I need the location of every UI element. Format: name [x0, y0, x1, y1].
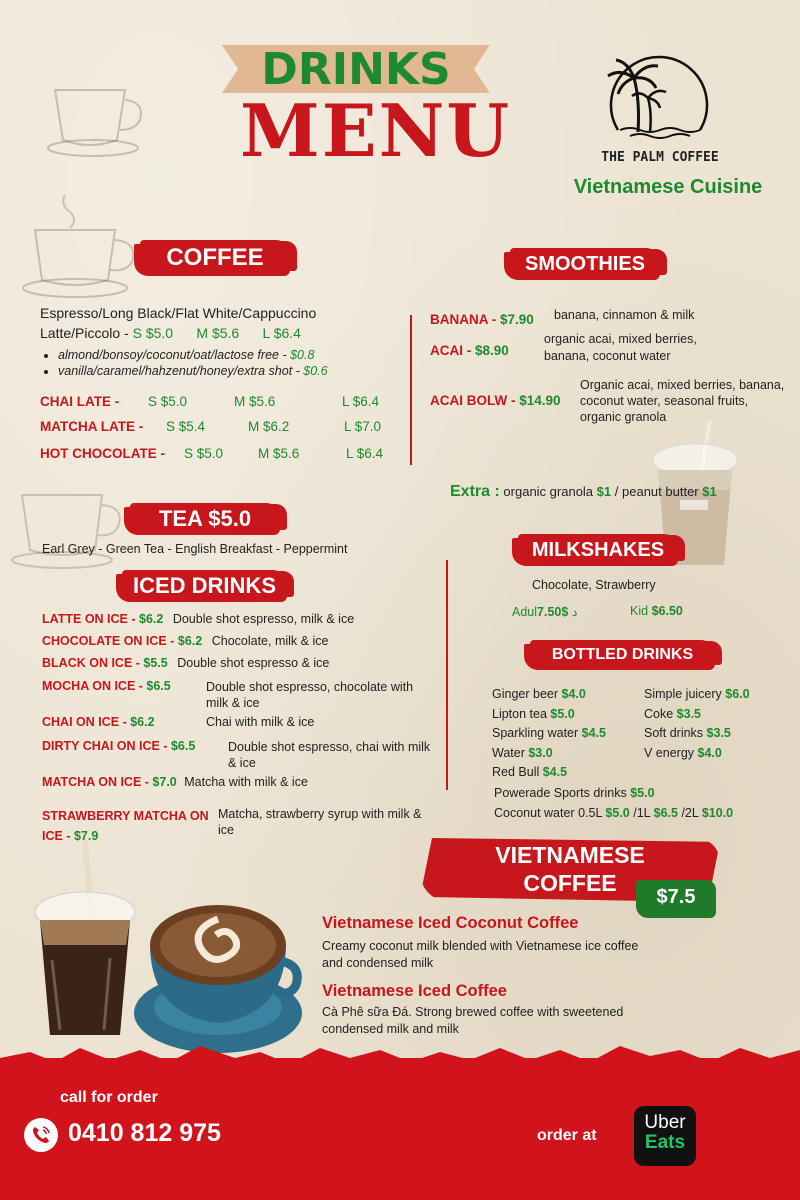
vietnamese-item1-name: Vietnamese Iced Coconut Coffee — [322, 914, 579, 932]
cappuccino-image — [130, 895, 305, 1055]
item-price: $7.9 — [73, 829, 99, 843]
vietnamese-heading-line2: COFFEE — [523, 870, 617, 896]
milk-option-price: $0.8 — [290, 348, 315, 362]
item-price: $5.5 — [143, 656, 168, 670]
item-sep: - — [156, 446, 165, 461]
item-price: $6.5 — [170, 739, 196, 753]
coffee-cup-sketch-icon — [20, 190, 160, 300]
item-name: ACAI BOLW — [430, 393, 508, 408]
bottled-item — [492, 724, 642, 744]
item-name: CHAI LATE — [40, 394, 111, 409]
item-name: Sparkling water — [492, 726, 579, 740]
coffee-line2-prices: S $5.0 M $5.6 L $6.4 — [132, 325, 301, 341]
item-desc: Double shot espresso, chai with milk & ice — [228, 740, 431, 770]
iced-item: CHAI ON ICE - $6.2 Chai with milk & ice — [42, 715, 315, 729]
bottled-right-list — [644, 685, 794, 763]
coffee-divider — [410, 315, 412, 465]
item-name: Soft drinks — [644, 726, 704, 740]
item-name: MOCHA ON ICE — [42, 679, 136, 693]
adult-label: Adulد — [512, 605, 578, 619]
item-price: $7.90 — [500, 312, 534, 327]
item-name: Ginger beer — [492, 687, 559, 701]
item-price: $3.5 — [676, 706, 702, 721]
milkshakes-heading — [518, 534, 678, 566]
item-sep: - — [134, 419, 144, 434]
cuisine-label: Vietnamese Cuisine — [573, 176, 763, 198]
coffee-cup-sketch-icon — [10, 480, 140, 580]
item-price: $4.5 — [542, 765, 568, 779]
coffee-options — [40, 346, 410, 380]
bottled-powerade — [494, 786, 655, 800]
vietnamese-price: $7.5 — [656, 886, 696, 908]
extra-item: peanut butter — [622, 484, 699, 499]
iced-heading-label: ICED DRINKS — [132, 573, 276, 598]
eats-label: Eats — [644, 1132, 686, 1153]
item-price: $6.5 — [653, 806, 678, 820]
item-name: Red Bull — [492, 765, 540, 779]
iced-item: MATCHA ON ICE - $7.0 Matcha with milk & ice — [42, 775, 308, 789]
vietnamese-item2-name: Vietnamese Iced Coffee — [322, 982, 507, 1000]
coffee-cup-sketch-icon — [45, 70, 165, 160]
item-price: $3.0 — [528, 745, 553, 760]
smoothies-heading-label: SMOOTHIES — [524, 253, 645, 275]
item-name: Powerade Sports drinks — [494, 786, 627, 800]
item-name: LATTE ON ICE — [42, 612, 128, 626]
iced-item: CHOCOLATE ON ICE - $6.2 Chocolate, milk & ice — [42, 634, 329, 648]
item-desc: Matcha, strawberry syrup with milk & ice — [218, 807, 422, 837]
iced-item: BLACK ON ICE - $5.5 Double shot espresso & ice — [42, 656, 330, 670]
size-l-price: L $6.4 — [346, 446, 384, 461]
milk-option-text: almond/bonsoy/coconut/oat/lactose free - — [58, 348, 291, 362]
item-price: $4.0 — [697, 745, 722, 760]
syrup-option-price: $0.6 — [303, 364, 328, 378]
item-desc: Organic acai, mixed berries, banana, coconut water, seasonal fruits, organic granola — [580, 378, 785, 424]
bottled-item — [644, 685, 794, 705]
coffee-item-matcha-late — [40, 419, 400, 434]
coffee-heading-label: COFFEE — [166, 244, 264, 271]
item-desc: Chai with milk & ice — [206, 715, 315, 729]
item-name: STRAWBERRY MATCHA ON ICE — [42, 809, 209, 843]
coffee-item-hot-chocolate — [40, 446, 400, 461]
size-s-price: S $5.0 — [148, 394, 188, 409]
item-name: Coke — [644, 706, 674, 721]
item-price: $4.5 — [581, 726, 606, 740]
item-price: $6.2 — [177, 634, 203, 648]
coffee-item-chai-late — [40, 394, 400, 409]
uber-label: Uber — [644, 1112, 686, 1133]
bottled-item — [644, 705, 794, 725]
item-desc: banana, cinnamon & milk — [554, 308, 695, 322]
iced-item: LATTE ON ICE - $6.2 Double shot espresso, milk & ice — [42, 612, 355, 626]
item-price: $5.0 — [550, 706, 575, 721]
size-m-price: M $5.6 — [258, 446, 300, 461]
size-s-price: S $5.4 — [166, 419, 206, 434]
milkshake-flavours: Chocolate, Strawberry — [532, 578, 656, 592]
bottled-item — [492, 705, 642, 725]
bottled-heading — [530, 640, 715, 670]
size-m-price: M $6.2 — [248, 419, 290, 434]
item-price: $3.5 — [706, 726, 731, 740]
bottled-item — [644, 724, 794, 744]
uber-eats-button[interactable] — [634, 1106, 696, 1166]
item-name: Lipton tea — [492, 706, 547, 721]
drinks-title: DRINKS — [261, 44, 451, 95]
item-name: HOT CHOCOLATE — [40, 446, 157, 461]
menu-title: MENU — [240, 88, 512, 173]
iced-coffee-image — [30, 840, 140, 1040]
bottled-item — [492, 685, 642, 705]
order-at-label: order at — [537, 1127, 597, 1144]
item-price: $6.2 — [130, 715, 155, 729]
iced-item: DIRTY CHAI ON ICE - $6.5 Double shot espresso, chai with milk & ice — [42, 739, 442, 753]
item-price: $10.0 — [701, 806, 734, 820]
item-name: MATCHA ON ICE — [42, 775, 142, 789]
phone-number[interactable]: 0410 812 975 — [68, 1119, 221, 1147]
item-name: Water — [492, 745, 525, 760]
vietnamese-item1-desc: Creamy coconut milk blended with Vietnamese ice coffee and condensed milk — [322, 939, 639, 970]
tea-heading-label: TEA $5.0 — [158, 506, 252, 531]
tea-heading — [130, 503, 280, 535]
phone-icon[interactable] — [24, 1118, 58, 1152]
item-name: MATCHA LATE — [40, 419, 135, 434]
item-name: BLACK ON ICE — [42, 656, 133, 670]
milkshakes-heading-label: MILKSHAKES — [531, 539, 665, 561]
item-desc: Double shot espresso, chocolate with milk & ice — [206, 680, 414, 710]
brand-name: THE PALM COFFEE — [601, 150, 719, 165]
vietnamese-item2-desc: Cà Phê sữa Đá. Strong brewed coffee with sweetened condensed milk and milk — [322, 1005, 624, 1036]
size-sep: /1L — [629, 806, 654, 820]
item-name: V energy — [644, 745, 695, 760]
size-l-price: L $6.4 — [342, 394, 380, 409]
smoothie-acai: ACAI - $8.90 organic acai, mixed berries, banana, coconut water — [430, 343, 780, 358]
item-price: $4.0 — [561, 687, 586, 701]
kid-price: $6.50 — [651, 604, 683, 618]
item-name: Simple juicery — [644, 687, 722, 701]
bottled-coconut — [494, 806, 733, 820]
call-label: call for order — [60, 1089, 158, 1106]
bottled-left-list — [492, 685, 642, 783]
coffee-heading — [140, 240, 290, 276]
adult-price: $7.50 — [537, 605, 569, 619]
item-price: $14.90 — [519, 393, 561, 408]
milkshake-adult — [512, 604, 577, 619]
extra-price: $1 — [702, 484, 717, 499]
item-name: Coconut water 0.5L — [494, 806, 602, 820]
item-sep: - — [111, 394, 120, 409]
item-name: ACAI — [430, 343, 463, 358]
item-price: $6.0 — [725, 687, 750, 701]
item-desc: Double shot espresso, milk & ice — [172, 612, 355, 626]
item-name: DIRTY CHAI ON ICE — [42, 739, 160, 753]
item-price: $7.0 — [152, 775, 177, 789]
smoothies-heading — [510, 248, 660, 280]
item-name: CHOCOLATE ON ICE — [42, 634, 167, 648]
palm-logo-icon — [600, 50, 715, 145]
item-price: $6.2 — [139, 612, 164, 626]
item-desc: Double shot espresso & ice — [177, 656, 330, 670]
bottled-heading-label: BOTTLED DRINKS — [551, 646, 694, 663]
smoothie-acai-bowl: ACAI BOLW - $14.90 Organic acai, mixed berries, banana, coconut water, seasonal fruits, organic granola — [430, 393, 790, 408]
bottled-item — [492, 763, 642, 783]
size-l-price: L $7.0 — [344, 419, 382, 434]
item-price: $6.5 — [146, 679, 171, 693]
syrup-option-text: vanilla/caramel/hahzenut/honey/extra shot - — [58, 364, 304, 378]
item-price: $5.0 — [630, 786, 655, 800]
extra-price: $1 — [596, 484, 612, 499]
item-desc: Matcha with milk & ice — [184, 775, 308, 789]
smoothie-banana: BANANA - $7.90 banana, cinnamon & milk — [430, 308, 695, 327]
iced-heading — [122, 570, 287, 602]
syrup-option — [58, 364, 410, 378]
smoothie-extra — [450, 483, 717, 501]
tea-list: Earl Grey - Green Tea - English Breakfast - Peppermint — [42, 542, 348, 556]
vietnamese-heading-line1: VIETNAMESE — [495, 842, 645, 868]
item-desc: Chocolate, milk & ice — [211, 634, 329, 648]
coffee-line1: Espresso/Long Black/Flat White/Cappuccino — [40, 305, 317, 321]
item-name: BANANA — [430, 312, 488, 327]
coffee-line2-name: Latte/Piccolo - — [40, 325, 133, 341]
iced-item: MOCHA ON ICE - $6.5 Double shot espresso, chocolate with milk & ice — [42, 679, 442, 693]
extra-label: Extra : — [450, 483, 500, 500]
bottled-item — [492, 744, 642, 764]
item-price: $8.90 — [475, 343, 509, 358]
extra-sep: / — [614, 484, 619, 499]
size-m-price: M $5.6 — [234, 394, 276, 409]
size-sep: /2L — [677, 806, 702, 820]
item-desc: organic acai, mixed berries, banana, coconut water — [544, 332, 697, 363]
iced-divider — [446, 560, 448, 790]
item-price: $5.0 — [605, 806, 630, 820]
kid-label: Kid — [630, 604, 649, 618]
milkshake-kid — [630, 604, 683, 618]
bottled-item — [644, 744, 794, 764]
item-name: CHAI ON ICE — [42, 715, 120, 729]
coffee-line2 — [40, 325, 301, 341]
extra-item: organic granola — [503, 484, 594, 499]
size-s-price: S $5.0 — [184, 446, 224, 461]
milk-option — [58, 348, 410, 362]
iced-item: STRAWBERRY MATCHA ON ICE - $7.9 Matcha, strawberry syrup with milk & ice — [42, 806, 442, 846]
